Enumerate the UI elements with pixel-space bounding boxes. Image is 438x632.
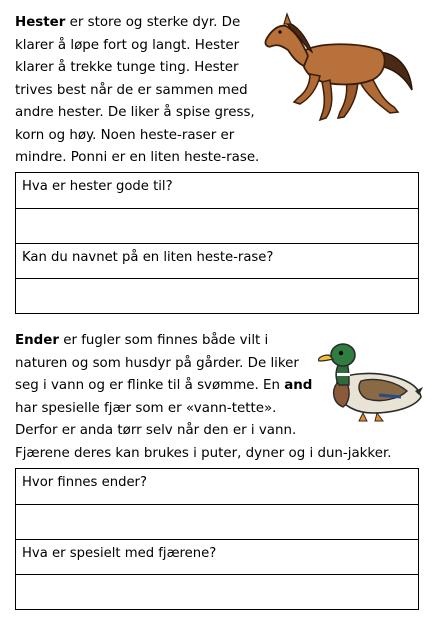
answer-line[interactable] (16, 504, 418, 539)
duck-illustration (315, 333, 425, 423)
duck-question-2: Hva er spesielt med fjærene? (16, 539, 418, 574)
horse-question-2: Kan du navnet på en liten heste-rase? (16, 243, 418, 278)
duck-bold-word: Ender (15, 333, 59, 348)
horse-paragraph: Hester er store og sterke dyr. De klarer å løpe fort og langt. Hester klarer å trekke tunge ting. Hester trives best når de er sammen med andre hester. De liker å spise gress, korn og høy. Noen heste-raser er mindre. Ponni er en liten heste-rase. (15, 15, 260, 165)
answer-line[interactable] (16, 278, 418, 313)
duck-question-table (15, 468, 419, 610)
answer-line[interactable] (16, 574, 418, 609)
horse-bold-word: Hester (15, 15, 66, 30)
horse-illustration (262, 12, 417, 127)
horse-question-1: Hva er hester gode til? (22, 179, 173, 194)
answer-line[interactable] (16, 208, 418, 243)
horse-question-table (15, 172, 419, 314)
duck-paragraph: Ender er fugler som finnes både vilt i naturen og som husdyr på gårder. De liker seg i vann og er flinke til å svømme. En and har spesielle fjær som er «vann-tette». Derfor er anda tørr selv når den er i vann. Fjærene deres kan brukes i puter, dyner og i dun-jakker. (15, 333, 392, 461)
duck-question-1: Hvor finnes ender? (22, 475, 147, 490)
